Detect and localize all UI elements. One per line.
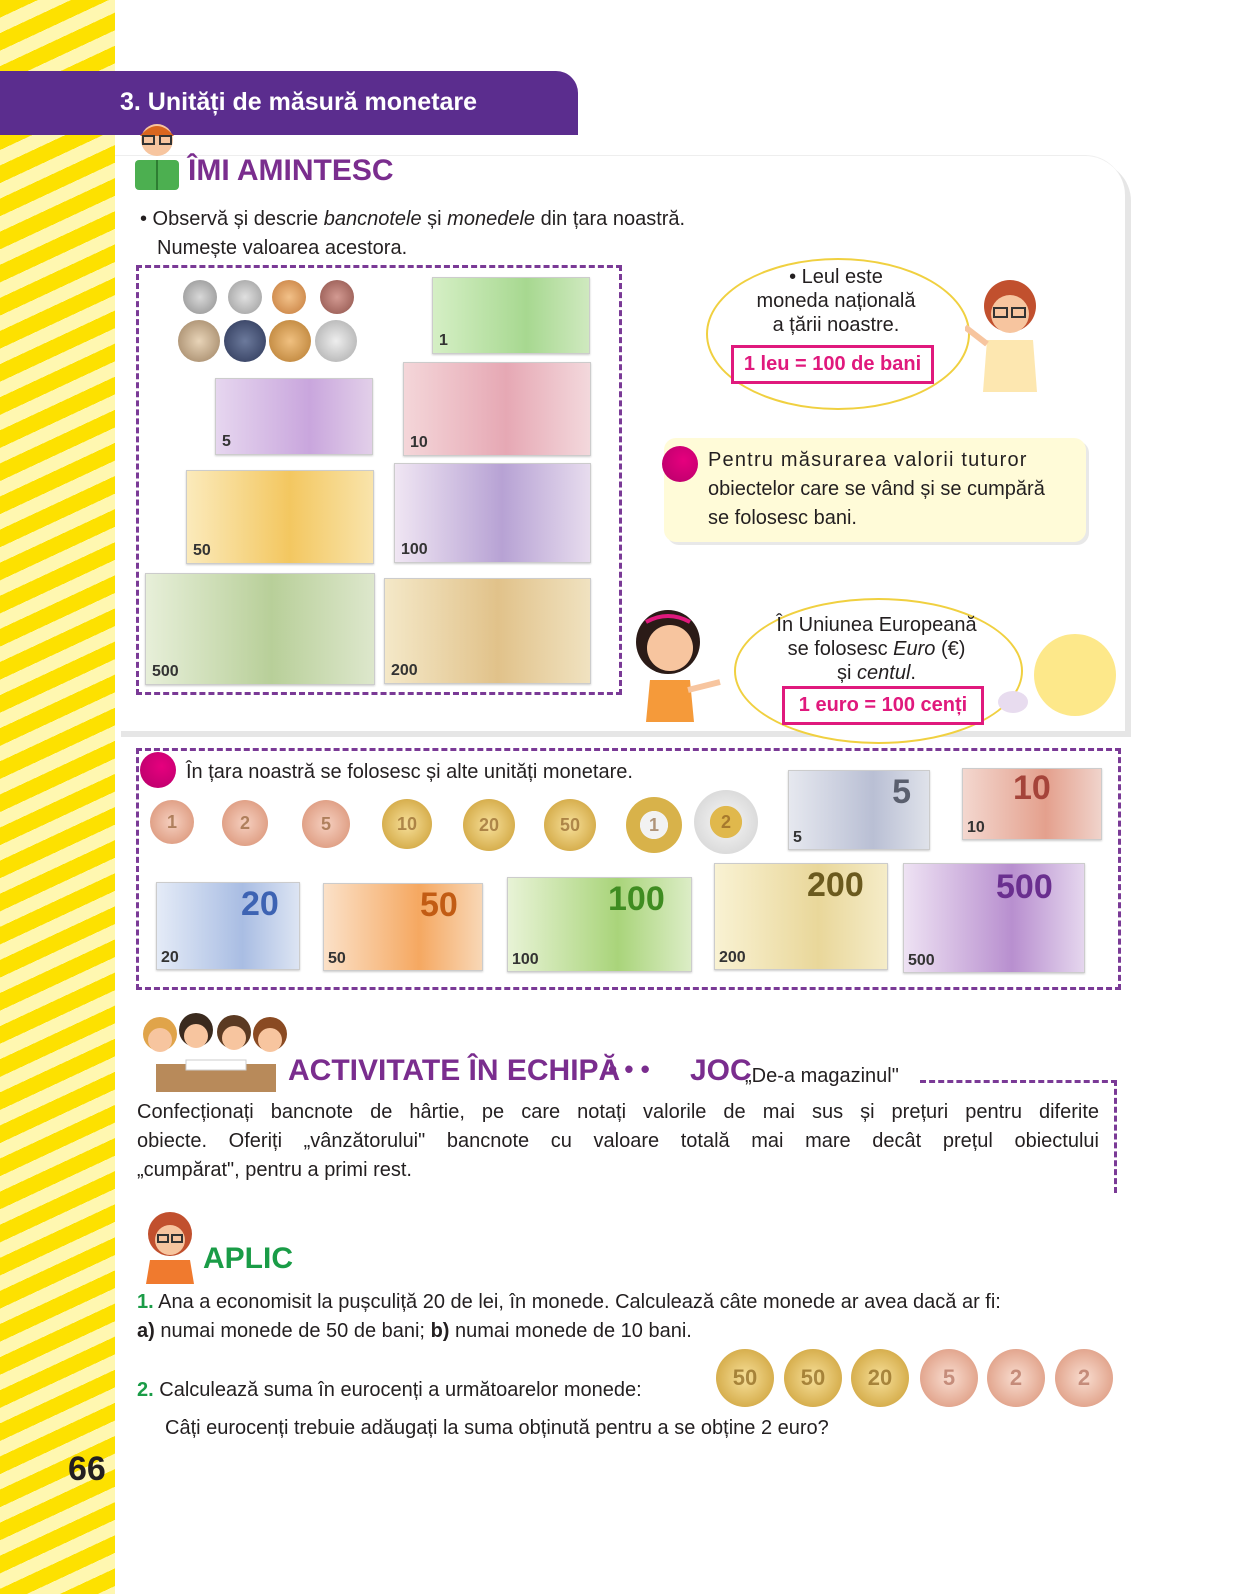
euro-coin	[302, 800, 350, 848]
boy-glasses-icon	[965, 272, 1055, 397]
bullet-dot	[662, 446, 698, 482]
ron-coin	[183, 280, 217, 314]
info-line-2: obiectelor care se vând și se cumpără	[708, 478, 1045, 500]
ron-coin	[272, 280, 306, 314]
euro-coin	[626, 797, 682, 853]
ron-coin	[224, 320, 266, 362]
ron-banknote-1: 1	[432, 277, 590, 354]
exercise-coin-value: 20	[867, 1365, 893, 1390]
section-title-remember: ÎMI AMINTESC	[188, 154, 394, 187]
chapter-title: 3. Unități de măsură monetare	[120, 88, 478, 116]
euro-coin-value: 20	[478, 814, 500, 835]
exercise-coin	[784, 1349, 842, 1407]
euro-banknote-100: 100 100	[507, 877, 692, 972]
yellow-stripe-margin	[0, 0, 115, 1594]
leu-bubble-line-3: a țării noastre.	[772, 314, 900, 336]
exercise-coin	[716, 1349, 774, 1407]
euro-banknote-20: 20 20	[156, 882, 300, 970]
leu-formula: 1 leu = 100 de bani	[731, 345, 934, 384]
kids-team-icon	[136, 1008, 296, 1094]
leu-bubble-line-1: • Leul este	[789, 266, 883, 288]
team-text-line-2: obiecte. Oferiți „vânzătorului" bancnote cu valoare totală mai mare decât prețul obiectului	[137, 1130, 1099, 1152]
ron-coin	[315, 320, 357, 362]
euro-coin	[463, 799, 515, 851]
team-activity-title: ACTIVITATE ÎN ECHIPĂ	[288, 1054, 621, 1087]
euro-coin	[222, 800, 268, 846]
leu-bubble-line-2: moneda națională	[756, 290, 916, 312]
euro-banknote-10: 10 10	[962, 768, 1102, 840]
euro-formula: 1 euro = 100 cenți	[782, 686, 984, 725]
euro-coin	[150, 800, 194, 844]
euro-banknote-50: 50 50	[323, 883, 483, 971]
euro-coin-value: 1	[166, 811, 177, 832]
ron-banknote-5: 5	[215, 378, 373, 455]
euro-coin	[544, 799, 596, 851]
euro-coin-value: 10	[396, 813, 418, 834]
team-text-line-1: Confecționați bancnote de hârtie, pe care notați valorile de mai sus și prețuri pentru diferite	[137, 1101, 1099, 1123]
info-line-3: se folosesc bani.	[708, 507, 857, 529]
exercise-2-line-2: Câți eurocenți trebuie adăugați la suma obținută pentru a se obține 2 euro?	[165, 1417, 829, 1439]
exercise-coin-value: 2	[1077, 1365, 1091, 1390]
ron-banknote-500: 500	[145, 573, 375, 685]
exercise-1-line-2: a) numai monede de 50 de bani; b) numai monede de 10 bani.	[137, 1320, 692, 1342]
euro-bubble-line-1: În Uniunea Europeană	[776, 614, 977, 636]
euro-coin	[694, 790, 758, 854]
girl-thinking-icon	[140, 1208, 202, 1284]
girl-pointing-icon	[628, 602, 723, 724]
euro-banknote-200: 200 200	[714, 863, 888, 970]
euro-bubble-line-2: se folosesc Euro (€)	[787, 638, 966, 660]
euro-banknote-500: 500 500	[903, 863, 1085, 973]
exercise-1-line-1: 1. Ana a economisit la pușculiță 20 de lei, în monede. Calculează câte monede ar avea dacă ar fi:	[137, 1291, 1001, 1313]
page-number: 66	[68, 1450, 106, 1488]
exercise-coin	[987, 1349, 1045, 1407]
euro-coin-value: 5	[320, 813, 331, 834]
ron-banknote-200: 200	[384, 578, 591, 684]
ron-coin	[228, 280, 262, 314]
instruction-line-1: • Observă și descrie bancnotele și monedele din țara noastră.	[140, 208, 686, 230]
euro-coin-value: 2	[239, 812, 250, 833]
ron-coin	[269, 320, 311, 362]
boy-reading-icon	[130, 118, 185, 198]
euro-banknote-5: 5 5	[788, 770, 930, 850]
ron-banknote-50: 50	[186, 470, 374, 564]
euro-coin	[382, 799, 432, 849]
exercise-coin	[1055, 1349, 1113, 1407]
game-name: „De-a magazinul"	[745, 1065, 899, 1087]
exercise-coin	[920, 1349, 978, 1407]
euro-coin-value: 2	[720, 811, 731, 832]
euro-coin-value: 1	[648, 814, 659, 835]
exercise-coin-value: 5	[942, 1365, 956, 1390]
info-line-1: Pentru măsurarea valorii tuturor	[708, 449, 1028, 471]
ron-banknote-100: 100	[394, 463, 591, 563]
apply-title: APLIC	[203, 1242, 293, 1275]
decorative-circle	[1034, 634, 1116, 716]
team-text-line-3: „cumpărat", pentru a primi rest.	[137, 1159, 412, 1181]
ron-coin	[178, 320, 220, 362]
instruction-line-2: Numește valoarea acestora.	[157, 237, 408, 259]
ron-coin	[320, 280, 354, 314]
euro-coin-value: 50	[559, 814, 581, 835]
decorative-circle	[998, 691, 1028, 713]
game-label: JOC	[690, 1054, 752, 1087]
exercise-coin-value: 50	[732, 1365, 758, 1390]
ron-banknote-10: 10	[403, 362, 591, 456]
exercise-coin-value: 50	[800, 1365, 826, 1390]
exercise-coin	[851, 1349, 909, 1407]
bullet-dot	[140, 752, 176, 788]
exercise-2-line-1: 2. Calculează suma în eurocenți a următoarelor monede:	[137, 1379, 642, 1401]
team-dots: • • •	[608, 1054, 650, 1084]
exercise-coin-value: 2	[1009, 1365, 1023, 1390]
other-units-text: În țara noastră se folosesc și alte unități monetare.	[186, 761, 633, 783]
euro-bubble-line-3: și centul.	[837, 662, 916, 684]
